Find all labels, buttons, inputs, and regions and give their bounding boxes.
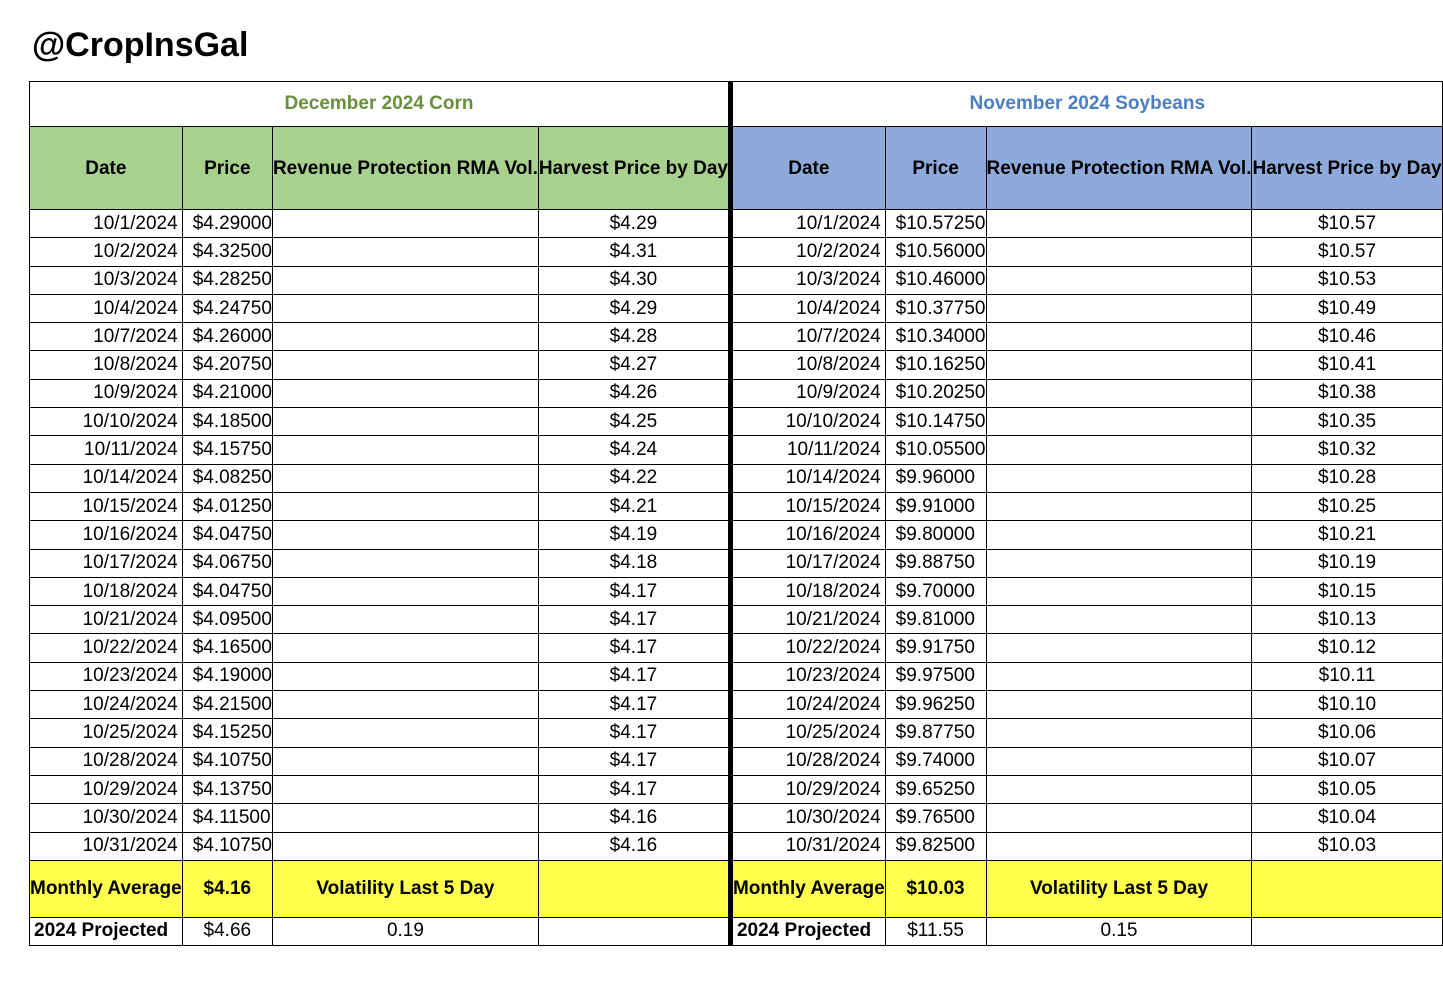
soy-harvest-price-cell: $10.38 [1252,379,1442,407]
corn-price-cell: $4.04750 [182,521,272,549]
corn-harvest-price-cell: $4.27 [538,351,730,379]
price-table [29,81,1443,946]
corn-date-cell: 10/15/2024 [30,492,183,520]
soy-rma-vol-cell [986,436,1252,464]
soy-price-cell: $9.96000 [885,464,986,492]
corn-price-cell: $4.10750 [182,747,272,775]
soy-price-cell: $10.37750 [885,294,986,322]
table-row [30,521,1443,549]
corn-monthly-average-value: $4.16 [182,860,272,917]
soy-date-cell: 10/16/2024 [730,521,885,549]
corn-harvest-price-cell: $4.22 [538,464,730,492]
corn-rma-vol-cell [272,351,538,379]
corn-harvest-price-cell: $4.31 [538,238,730,266]
corn-date-cell: 10/17/2024 [30,549,183,577]
soy-projected-empty [1252,917,1442,945]
corn-rma-vol-cell [272,606,538,634]
soy-price-cell: $9.65250 [885,775,986,803]
soy-date-cell: 10/14/2024 [730,464,885,492]
corn-price-cell: $4.29000 [182,210,272,238]
soy-price-cell: $9.97500 [885,662,986,690]
corn-date-cell: 10/9/2024 [30,379,183,407]
corn-date-cell: 10/16/2024 [30,521,183,549]
soy-date-cell: 10/7/2024 [730,323,885,351]
soy-date-cell: 10/10/2024 [730,408,885,436]
soy-date-cell: 10/18/2024 [730,577,885,605]
soy-harvest-price-cell: $10.53 [1252,266,1442,294]
soy-harvest-price-header: Harvest Price by Day [1252,127,1442,210]
soy-harvest-price-cell: $10.06 [1252,719,1442,747]
corn-harvest-price-cell: $4.17 [538,747,730,775]
corn-harvest-price-cell: $4.25 [538,408,730,436]
table-row [30,775,1443,803]
corn-rma-vol-cell [272,775,538,803]
soybeans-title: November 2024 Soybeans [730,82,1442,127]
table-row [30,210,1443,238]
table-row [30,606,1443,634]
soy-price-cell: $10.56000 [885,238,986,266]
soy-date-cell: 10/3/2024 [730,266,885,294]
soy-harvest-price-cell: $10.32 [1252,436,1442,464]
table-row [30,323,1443,351]
soy-rma-vol-cell [986,351,1252,379]
corn-rma-vol-header: Revenue Protection RMA Vol. [272,127,538,210]
soy-date-cell: 10/24/2024 [730,691,885,719]
corn-price-cell: $4.10750 [182,832,272,860]
soy-rma-vol-cell [986,379,1252,407]
table-row [30,464,1443,492]
soy-harvest-price-cell: $10.21 [1252,521,1442,549]
corn-rma-vol-cell [272,436,538,464]
corn-harvest-price-cell: $4.17 [538,691,730,719]
corn-price-cell: $4.21500 [182,691,272,719]
soy-price-cell: $10.46000 [885,266,986,294]
corn-volatility-label: Volatility Last 5 Day [272,860,538,917]
soy-rma-vol-cell [986,294,1252,322]
soy-price-cell: $10.16250 [885,351,986,379]
corn-rma-vol-cell [272,408,538,436]
soy-projected-label: 2024 Projected [730,917,885,945]
soy-date-cell: 10/21/2024 [730,606,885,634]
soy-price-cell: $9.82500 [885,832,986,860]
soy-rma-vol-cell [986,549,1252,577]
soy-price-cell: $9.96250 [885,691,986,719]
soy-date-cell: 10/8/2024 [730,351,885,379]
soy-rma-vol-cell [986,775,1252,803]
corn-price-cell: $4.26000 [182,323,272,351]
corn-harvest-price-cell: $4.16 [538,804,730,832]
corn-rma-vol-cell [272,266,538,294]
soy-price-cell: $10.57250 [885,210,986,238]
soy-price-cell: $9.70000 [885,577,986,605]
corn-price-cell: $4.15750 [182,436,272,464]
table-row [30,294,1443,322]
corn-projected-volatility: 0.19 [272,917,538,945]
soy-rma-vol-cell [986,634,1252,662]
corn-date-cell: 10/18/2024 [30,577,183,605]
corn-harvest-price-cell: $4.17 [538,606,730,634]
corn-harvest-price-cell: $4.21 [538,492,730,520]
soy-price-cell: $9.80000 [885,521,986,549]
soy-rma-vol-cell [986,266,1252,294]
table-row [30,266,1443,294]
soy-rma-vol-cell [986,719,1252,747]
soy-rma-vol-cell [986,747,1252,775]
corn-price-cell: $4.08250 [182,464,272,492]
corn-rma-vol-cell [272,238,538,266]
author-handle: @CropInsGal [32,26,249,64]
corn-harvest-price-cell: $4.17 [538,662,730,690]
soy-harvest-price-cell: $10.05 [1252,775,1442,803]
soy-rma-vol-cell [986,606,1252,634]
corn-rma-vol-cell [272,832,538,860]
corn-date-cell: 10/7/2024 [30,323,183,351]
soy-rma-vol-header: Revenue Protection RMA Vol. [986,127,1252,210]
corn-date-cell: 10/29/2024 [30,775,183,803]
soy-date-cell: 10/1/2024 [730,210,885,238]
soy-harvest-price-cell: $10.12 [1252,634,1442,662]
corn-harvest-price-cell: $4.17 [538,719,730,747]
soy-harvest-price-cell: $10.57 [1252,210,1442,238]
soy-rma-vol-cell [986,492,1252,520]
corn-projected-empty [538,917,730,945]
soy-volatility-value [1252,860,1442,917]
table-row [30,379,1443,407]
table-row [30,577,1443,605]
soy-price-cell: $9.91000 [885,492,986,520]
corn-harvest-price-cell: $4.17 [538,577,730,605]
soy-monthly-average-value: $10.03 [885,860,986,917]
corn-rma-vol-cell [272,747,538,775]
soy-rma-vol-cell [986,521,1252,549]
corn-date-cell: 10/2/2024 [30,238,183,266]
corn-harvest-price-cell: $4.29 [538,210,730,238]
projected-row [30,917,1443,945]
corn-rma-vol-cell [272,323,538,351]
corn-title: December 2024 Corn [30,82,731,127]
soy-date-cell: 10/4/2024 [730,294,885,322]
column-header-row [30,127,1443,210]
corn-price-cell: $4.20750 [182,351,272,379]
soy-date-cell: 10/15/2024 [730,492,885,520]
corn-price-cell: $4.24750 [182,294,272,322]
soy-price-cell: $9.81000 [885,606,986,634]
title-row [30,82,1443,127]
table-row [30,238,1443,266]
corn-date-cell: 10/28/2024 [30,747,183,775]
soy-rma-vol-cell [986,577,1252,605]
corn-harvest-price-cell: $4.24 [538,436,730,464]
soy-harvest-price-cell: $10.13 [1252,606,1442,634]
soy-harvest-price-cell: $10.35 [1252,408,1442,436]
soy-date-cell: 10/17/2024 [730,549,885,577]
soy-date-cell: 10/2/2024 [730,238,885,266]
corn-harvest-price-cell: $4.19 [538,521,730,549]
corn-price-cell: $4.32500 [182,238,272,266]
corn-projected-label: 2024 Projected [30,917,183,945]
soy-date-cell: 10/11/2024 [730,436,885,464]
soy-harvest-price-cell: $10.11 [1252,662,1442,690]
corn-date-cell: 10/4/2024 [30,294,183,322]
price-table-body [30,82,1443,946]
soy-date-cell: 10/22/2024 [730,634,885,662]
table-row [30,747,1443,775]
soy-date-cell: 10/25/2024 [730,719,885,747]
soy-harvest-price-cell: $10.19 [1252,549,1442,577]
soy-price-cell: $10.14750 [885,408,986,436]
corn-date-cell: 10/31/2024 [30,832,183,860]
corn-rma-vol-cell [272,804,538,832]
soy-rma-vol-cell [986,662,1252,690]
corn-harvest-price-cell: $4.16 [538,832,730,860]
soy-price-cell: $9.76500 [885,804,986,832]
table-row [30,691,1443,719]
corn-date-cell: 10/8/2024 [30,351,183,379]
corn-harvest-price-cell: $4.17 [538,775,730,803]
soy-harvest-price-cell: $10.15 [1252,577,1442,605]
corn-date-cell: 10/10/2024 [30,408,183,436]
corn-rma-vol-cell [272,634,538,662]
soy-date-header: Date [730,127,885,210]
corn-date-cell: 10/25/2024 [30,719,183,747]
soy-date-cell: 10/31/2024 [730,832,885,860]
soy-date-cell: 10/30/2024 [730,804,885,832]
corn-date-header: Date [30,127,183,210]
soy-harvest-price-cell: $10.25 [1252,492,1442,520]
corn-harvest-price-cell: $4.30 [538,266,730,294]
soy-projected-price: $11.55 [885,917,986,945]
corn-rma-vol-cell [272,577,538,605]
corn-price-cell: $4.28250 [182,266,272,294]
table-row [30,832,1443,860]
soy-harvest-price-cell: $10.10 [1252,691,1442,719]
corn-monthly-average-label: Monthly Average [30,860,183,917]
corn-date-cell: 10/21/2024 [30,606,183,634]
corn-rma-vol-cell [272,492,538,520]
corn-price-cell: $4.18500 [182,408,272,436]
corn-price-cell: $4.13750 [182,775,272,803]
corn-date-cell: 10/24/2024 [30,691,183,719]
monthly-average-row [30,860,1443,917]
corn-harvest-price-cell: $4.18 [538,549,730,577]
soy-price-cell: $9.87750 [885,719,986,747]
corn-price-cell: $4.19000 [182,662,272,690]
soy-harvest-price-cell: $10.46 [1252,323,1442,351]
soy-rma-vol-cell [986,804,1252,832]
corn-harvest-price-header: Harvest Price by Day [538,127,730,210]
corn-date-cell: 10/1/2024 [30,210,183,238]
soy-harvest-price-cell: $10.28 [1252,464,1442,492]
corn-rma-vol-cell [272,464,538,492]
soy-price-header: Price [885,127,986,210]
corn-price-cell: $4.01250 [182,492,272,520]
corn-date-cell: 10/11/2024 [30,436,183,464]
corn-price-cell: $4.21000 [182,379,272,407]
corn-price-cell: $4.11500 [182,804,272,832]
soy-rma-vol-cell [986,464,1252,492]
soy-date-cell: 10/23/2024 [730,662,885,690]
soy-price-cell: $10.20250 [885,379,986,407]
soy-rma-vol-cell [986,238,1252,266]
corn-harvest-price-cell: $4.17 [538,634,730,662]
soy-harvest-price-cell: $10.07 [1252,747,1442,775]
corn-harvest-price-cell: $4.26 [538,379,730,407]
soy-harvest-price-cell: $10.49 [1252,294,1442,322]
soy-price-cell: $10.34000 [885,323,986,351]
soy-price-cell: $10.05500 [885,436,986,464]
soy-rma-vol-cell [986,832,1252,860]
corn-date-cell: 10/22/2024 [30,634,183,662]
corn-price-cell: $4.09500 [182,606,272,634]
soy-price-cell: $9.91750 [885,634,986,662]
soy-rma-vol-cell [986,408,1252,436]
soy-harvest-price-cell: $10.57 [1252,238,1442,266]
corn-rma-vol-cell [272,719,538,747]
table-row [30,351,1443,379]
corn-price-cell: $4.06750 [182,549,272,577]
table-row [30,719,1443,747]
soy-harvest-price-cell: $10.04 [1252,804,1442,832]
soy-price-cell: $9.88750 [885,549,986,577]
soy-projected-volatility: 0.15 [986,917,1252,945]
table-row [30,662,1443,690]
corn-price-cell: $4.04750 [182,577,272,605]
corn-rma-vol-cell [272,691,538,719]
corn-date-cell: 10/30/2024 [30,804,183,832]
soy-date-cell: 10/9/2024 [730,379,885,407]
soy-date-cell: 10/29/2024 [730,775,885,803]
soy-price-cell: $9.74000 [885,747,986,775]
corn-harvest-price-cell: $4.29 [538,294,730,322]
soy-harvest-price-cell: $10.41 [1252,351,1442,379]
corn-rma-vol-cell [272,549,538,577]
soy-rma-vol-cell [986,323,1252,351]
corn-harvest-price-cell: $4.28 [538,323,730,351]
table-row [30,408,1443,436]
soy-harvest-price-cell: $10.03 [1252,832,1442,860]
corn-date-cell: 10/14/2024 [30,464,183,492]
soy-rma-vol-cell [986,210,1252,238]
corn-rma-vol-cell [272,521,538,549]
table-row [30,634,1443,662]
table-row [30,549,1443,577]
price-table-container [29,81,1443,946]
corn-date-cell: 10/3/2024 [30,266,183,294]
corn-rma-vol-cell [272,294,538,322]
corn-rma-vol-cell [272,379,538,407]
corn-volatility-value [538,860,730,917]
soy-rma-vol-cell [986,691,1252,719]
soy-monthly-average-label: Monthly Average [730,860,885,917]
corn-rma-vol-cell [272,210,538,238]
corn-date-cell: 10/23/2024 [30,662,183,690]
corn-price-cell: $4.16500 [182,634,272,662]
soy-volatility-label: Volatility Last 5 Day [986,860,1252,917]
corn-rma-vol-cell [272,662,538,690]
corn-price-header: Price [182,127,272,210]
table-row [30,804,1443,832]
corn-projected-price: $4.66 [182,917,272,945]
table-row [30,492,1443,520]
soy-date-cell: 10/28/2024 [730,747,885,775]
corn-price-cell: $4.15250 [182,719,272,747]
table-row [30,436,1443,464]
